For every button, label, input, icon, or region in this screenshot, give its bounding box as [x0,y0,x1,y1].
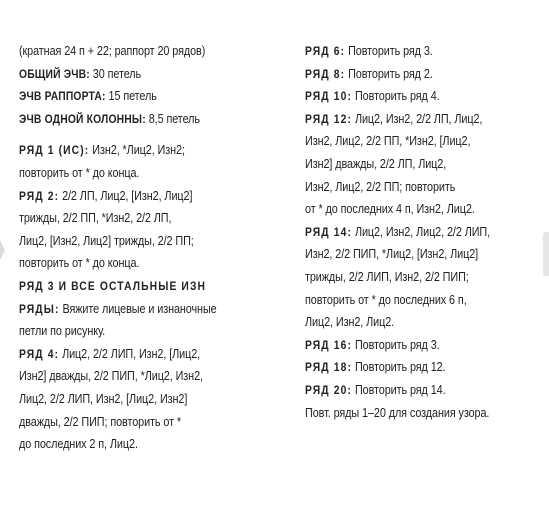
row-2-text: 2/2 ЛП, Лиц2, [Изн2, Лиц2] [59,188,193,203]
row-16-text: Повторить ряд 3. [352,337,440,352]
repeat-gauge [19,85,277,108]
row-20-text: Повторить ряд 14. [352,382,446,397]
row-3-label: РЯД 3 И ВСЕ ОСТАЛЬНЫЕ ИЗН [19,278,207,293]
row-20-label: РЯД 20: [305,382,353,397]
next-page-tab[interactable] [543,232,549,276]
repeat-note: Повт. ряды 1–20 для создания узора. [305,405,490,420]
row-12-text: Лиц2, Изн2, 2/2 ЛП, Лиц2, [352,111,483,126]
row-12-cont-2: Изн2] дважды, 2/2 ЛП, Лиц2, [305,156,447,171]
row-4 [19,343,277,366]
row-14 [305,221,549,244]
row-3-text: Вяжите лицевые и изнаночные [59,301,217,316]
row-3-heading [19,275,277,298]
row-2 [19,185,277,208]
row-4-text: Лиц2, 2/2 ЛИП, Изн2, [Лиц2, [59,346,201,361]
repeat-gauge-label: ЭЧВ РАППОРТА: [19,89,106,104]
row-2-cont-1: трижды, 2/2 ПП, *Изн2, 2/2 ЛП, [19,211,172,226]
row-12-label: РЯД 12: [305,111,353,126]
row-2-label: РЯД 2: [19,188,60,203]
row-14-cont-2: трижды, 2/2 ЛИП, Изн2, 2/2 ПИП; [305,269,469,284]
row-8-label: РЯД 8: [305,66,346,81]
row-16 [305,334,549,357]
row-1-cont: повторить от * до конца. [19,165,140,180]
total-gauge-value: 30 петель [89,66,142,81]
row-10-text: Повторить ряд 4. [352,89,440,104]
left-column [19,40,277,456]
row-2-cont-3: повторить от * до конца. [19,256,140,271]
row-14-cont-3: повторить от * до последних 6 п, [305,292,467,307]
row-6-label: РЯД 6: [305,44,346,58]
row-10-label: РЯД 10: [305,89,353,104]
prev-page-arrow-icon[interactable] [0,240,5,260]
row-14-label: РЯД 14: [305,224,353,239]
row-6-text: Повторить ряд 3. [345,44,433,58]
pattern-multiple: (кратная 24 п + 22; раппорт 20 рядов) [19,44,206,58]
total-gauge [19,63,277,86]
row-3 [19,298,277,321]
row-4-cont-2: Лиц2, 2/2 ЛИП, Изн2, [Лиц2, Изн2] [19,391,188,406]
column-gauge-label: ЭЧВ ОДНОЙ КОЛОННЫ: [19,111,146,126]
row-10 [305,85,549,108]
column-gauge [19,108,277,131]
row-12-cont-4: от * до последних 4 п, Изн2, Лиц2. [305,202,475,217]
row-1-label: РЯД 1 (ИС): [19,143,90,158]
row-6 [305,40,549,63]
row-12-cont-3: Изн2, Лиц2, 2/2 ПП; повторить [305,179,456,194]
row-4-cont-3: дважды, 2/2 ПИП; повторить от * [19,414,182,429]
row-14-cont-4: Лиц2, Изн2, Лиц2. [305,315,395,330]
row-4-cont-1: Изн2] дважды, 2/2 ПИП, *Лиц2, Изн2, [19,369,203,384]
row-4-cont-4: до последних 2 п, Лиц2. [19,437,138,452]
row-18-text: Повторить ряд 12. [352,360,446,375]
repeat-gauge-value: 15 петель [105,89,157,104]
row-14-cont-1: Изн2, 2/2 ПИП, *Лиц2, [Изн2, Лиц2] [305,247,479,262]
row-8-text: Повторить ряд 2. [345,66,433,81]
row-16-label: РЯД 16: [305,337,353,352]
row-3-cont: петли по рисунку. [19,324,106,339]
row-18-label: РЯД 18: [305,360,353,375]
spacer [19,130,277,139]
right-column [305,40,549,424]
row-4-label: РЯД 4: [19,346,60,361]
row-1 [19,139,277,162]
row-1-text: Изн2, *Лиц2, Изн2; [89,143,185,158]
row-12-cont-1: Изн2, Лиц2, 2/2 ПП, *Изн2, [Лиц2, [305,134,471,149]
column-gauge-value: 8,5 петель [145,111,200,126]
row-2-cont-2: Лиц2, [Изн2, Лиц2] трижды, 2/2 ПП; [19,233,194,248]
row-20 [305,379,549,402]
row-14-text: Лиц2, Изн2, Лиц2, 2/2 ЛИП, [352,224,491,239]
row-18 [305,356,549,379]
row-8 [305,63,549,86]
row-3-label-2: РЯДЫ: [19,301,60,316]
total-gauge-label: ОБЩИЙ ЭЧВ: [19,66,90,81]
row-12 [305,108,549,131]
